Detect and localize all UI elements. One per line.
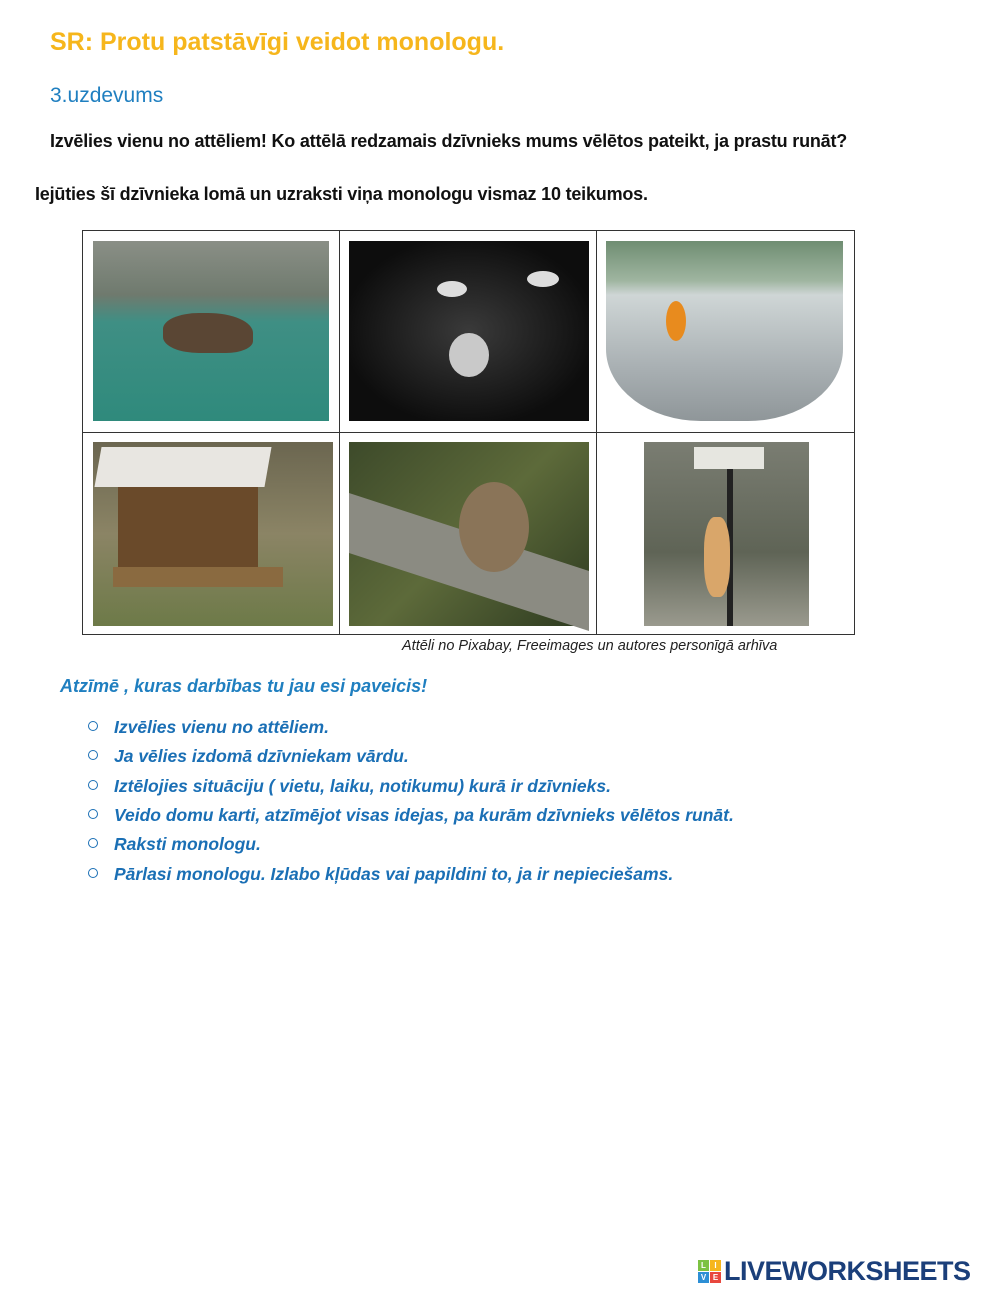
grid-divider xyxy=(83,432,854,433)
checklist-item[interactable] xyxy=(88,776,611,797)
black-cat-image[interactable] xyxy=(349,241,589,421)
checklist-item-label: Izvēlies vienu no attēliem. xyxy=(114,717,329,737)
checklist-item[interactable] xyxy=(88,746,409,767)
checklist-title: Atzīmē , kuras darbības tu jau esi paveicis! xyxy=(60,676,428,696)
checkbox-circle-icon[interactable] xyxy=(88,838,98,848)
checklist-item-label: Iztēlojies situāciju ( vietu, laiku, notikumu) kurā ir dzīvnieks. xyxy=(114,776,611,796)
checklist-item-label: Ja vēlies izdomā dzīvniekam vārdu. xyxy=(114,746,409,766)
checkbox-circle-icon[interactable] xyxy=(88,780,98,790)
task-question: Izvēlies vienu no attēliem! Ko attēlā redzamais dzīvnieks mums vēlētos pateikt, ja prastu runāt? xyxy=(50,131,848,151)
checkbox-circle-icon[interactable] xyxy=(88,868,98,878)
grid-divider xyxy=(596,231,597,635)
logo-letter: E xyxy=(710,1272,721,1283)
checklist-item-label: Raksti monologu. xyxy=(114,834,261,854)
grid-divider xyxy=(339,231,340,635)
image-credits: Attēli no Pixabay, Freeimages un autores personīgā arhīva xyxy=(402,638,778,654)
liveworksheets-logo xyxy=(698,1256,971,1287)
checklist-item[interactable] xyxy=(88,864,673,885)
logo-letter: V xyxy=(698,1272,709,1283)
logo-text: LIVEWORKSHEETS xyxy=(724,1256,971,1286)
cat-climbing-feeder-image[interactable] xyxy=(644,442,809,626)
checklist-item-label: Veido domu karti, atzīmējot visas idejas, pa kurām dzīvnieks vēlētos runāt. xyxy=(114,805,734,825)
goldfish-in-bowl-image[interactable] xyxy=(606,241,843,421)
logo-letter: I xyxy=(710,1260,721,1271)
checkbox-circle-icon[interactable] xyxy=(88,809,98,819)
task-instruction: Iejūties šī dzīvnieka lomā un uzraksti viņa monologu vismaz 10 teikumos. xyxy=(35,184,648,204)
bird-feeder-image[interactable] xyxy=(93,442,333,626)
logo-letter: L xyxy=(698,1260,709,1271)
checkbox-circle-icon[interactable] xyxy=(88,750,98,760)
checklist-item[interactable] xyxy=(88,805,734,826)
sparrow-on-fence-image[interactable] xyxy=(349,442,589,626)
checklist-item[interactable] xyxy=(88,717,329,738)
bear-in-water-image[interactable] xyxy=(93,241,329,421)
checklist-item[interactable] xyxy=(88,834,261,855)
image-grid xyxy=(82,230,855,635)
checkbox-circle-icon[interactable] xyxy=(88,721,98,731)
logo-blocks-icon xyxy=(698,1260,721,1283)
page-title: SR: Protu patstāvīgi veidot monologu. xyxy=(50,28,505,56)
checklist-item-label: Pārlasi monologu. Izlabo kļūdas vai papildini to, ja ir nepieciešams. xyxy=(114,864,674,884)
task-number: 3.uzdevums xyxy=(50,84,164,107)
grid-divider xyxy=(83,634,854,635)
